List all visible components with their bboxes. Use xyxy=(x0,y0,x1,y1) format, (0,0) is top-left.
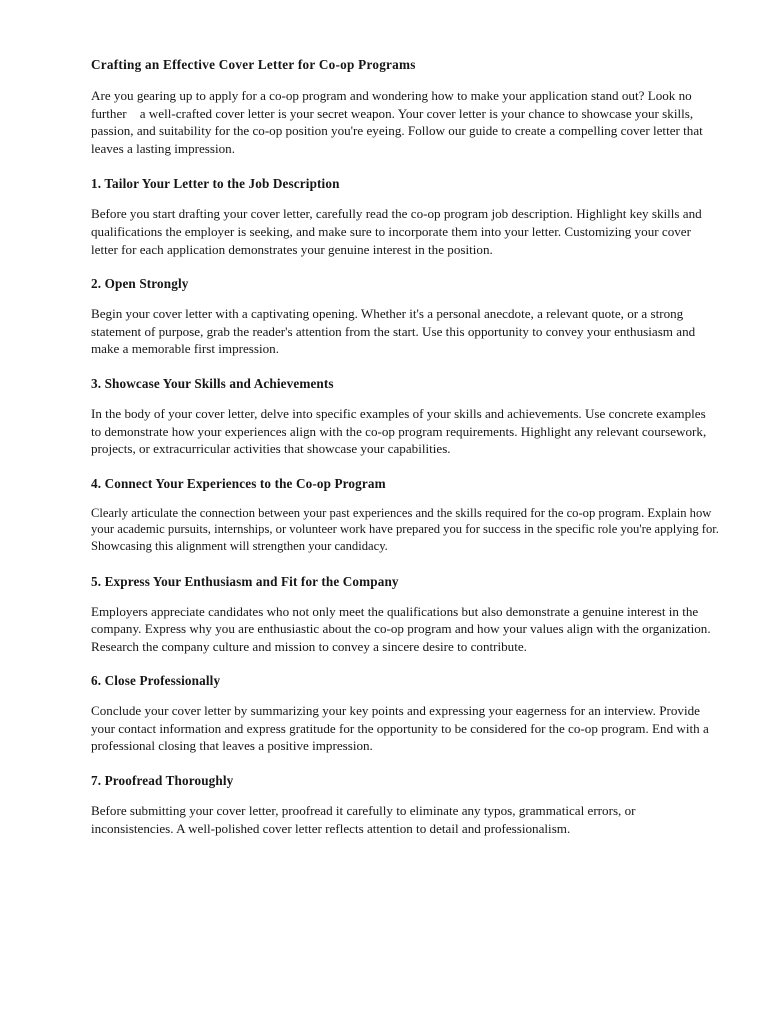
section-heading: 3. Showcase Your Skills and Achievements xyxy=(91,375,334,391)
document-title: Crafting an Effective Cover Letter for Co-op Programs xyxy=(91,57,416,72)
section-1 xyxy=(91,175,719,258)
section-heading: 1. Tailor Your Letter to the Job Description xyxy=(91,176,340,192)
section-paragraph: Before you start drafting your cover letter, carefully read the co-op program job description. Highlight key skills and qualifications the employer is seeking, and make sure to incorporate them into your letter. Customizing your cover letter for each application demonstrates your genuine interest in the position. xyxy=(91,206,705,257)
section-heading: 2. Open Strongly xyxy=(91,276,189,292)
section-paragraph: Before submitting your cover letter, proofread it carefully to eliminate any typos, grammatical errors, or inconsistencies. A well-polished cover letter reflects attention to detail and professionalism. xyxy=(91,803,639,836)
section-7 xyxy=(91,772,719,837)
section-5 xyxy=(91,573,719,656)
section-heading: 7. Proofread Thoroughly xyxy=(91,773,234,789)
section-heading: 4. Connect Your Experiences to the Co-op Program xyxy=(91,475,386,491)
section-6 xyxy=(91,672,719,755)
section-4 xyxy=(91,475,723,555)
document-text-column xyxy=(91,56,723,854)
section-paragraph: In the body of your cover letter, delve into specific examples of your skills and achievements. Use concrete examples to demonstrate how your experiences align with the co-op program requirements. Highlight any relevant coursework, projects, or extracurricular activities that showcase your capabilities. xyxy=(91,405,710,457)
section-paragraph: Employers appreciate candidates who not only meet the qualifications but also demonstrate a genuine interest in the company. Express why you are enthusiastic about the co-op program and how your values align with the organization. Research the company culture and mission to convey a sincere desire to contribute. xyxy=(91,603,714,654)
section-heading: 6. Close Professionally xyxy=(91,673,221,689)
section-3 xyxy=(91,375,719,458)
section-2 xyxy=(91,275,719,358)
intro-paragraph: Are you gearing up to apply for a co-op program and wondering how to make your application stand out? Look no further a well-crafted cover letter is your secret weapon. Your cover letter is your chance to showcase your skills, passion, and suitability for the co-op position you're eyeing. Follow our guide to create a compelling cover letter that leaves a lasting impression. xyxy=(91,88,707,156)
section-heading: 5. Express Your Enthusiasm and Fit for the Company xyxy=(91,573,399,589)
section-paragraph: Conclude your cover letter by summarizing your key points and expressing your eagerness for an interview. Provide your contact information and express gratitude for the opportunity to be considered for the co-op program. End with a professional closing that leaves a positive impression. xyxy=(91,703,713,754)
section-paragraph: Clearly articulate the connection between your past experiences and the skills required for the co-op program. Explain how your academic pursuits, internships, or volunteer work have prepared you for success in the specific role you're applying for. Showcasing this alignment will strengthen your candidacy. xyxy=(91,505,723,553)
section-paragraph: Begin your cover letter with a captivating opening. Whether it's a personal anecdote, a relevant quote, or a strong statement of purpose, grab the reader's attention from the start. Use this opportunity to convey your enthusiasm and make a memorable first impression. xyxy=(91,306,699,357)
